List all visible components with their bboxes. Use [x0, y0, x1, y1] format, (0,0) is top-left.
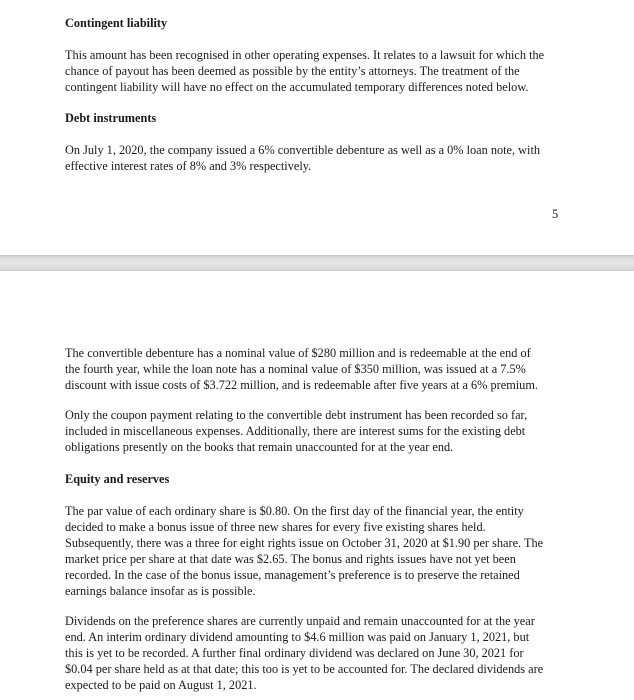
- paragraph-line: Subsequently, there was a three for eight rights issue on October 31, 2020 at $1.90 per share. The: [65, 536, 544, 551]
- debt-instruments-detail-paragraph: [65, 345, 570, 393]
- paragraph-line: obligations presently on the books that remain unaccounted for at the year end.: [65, 440, 454, 455]
- paragraph-line: market price per share at that date was $2.65. The bonus and rights issues have not yet been: [65, 552, 516, 567]
- paragraph-line: The convertible debenture has a nominal value of $280 million and is redeemable at the end of: [65, 346, 531, 360]
- dividends-paragraph: [65, 613, 570, 693]
- paragraph-line: chance of payout has been deemed as possible by the entity’s attorneys. The treatment of the: [65, 64, 520, 79]
- paragraph-line: effective interest rates of 8% and 3% respectively.: [65, 159, 312, 174]
- paragraph-line: This amount has been recognised in other operating expenses. It relates to a lawsuit for which the: [65, 48, 545, 62]
- paragraph-line: contingent liability will have no effect on the accumulated temporary differences noted below.: [65, 80, 529, 95]
- paragraph-line: end. An interim ordinary dividend amounting to $4.6 million was paid on January 1, 2021, but: [65, 630, 530, 645]
- debt-instruments-heading: Debt instruments: [65, 111, 157, 125]
- paragraph-line: $0.04 per share held as at that date; this too is yet to be accounted for. The declared dividends are: [65, 662, 544, 677]
- paragraph-line: recorded. In the case of the bonus issue, management’s preference is to preserve the retained: [65, 568, 520, 583]
- page-separator: [0, 255, 634, 271]
- paragraph-line: On July 1, 2020, the company issued a 6% convertible debenture as well as a 0% loan note, with: [65, 143, 541, 157]
- paragraph-line: earnings balance insofar as is possible.: [65, 584, 256, 599]
- paragraph-line: Dividends on the preference shares are currently unpaid and remain unaccounted for at the year: [65, 614, 535, 628]
- paragraph-line: the fourth year, while the loan note has a nominal value of $350 million, was issued at a 7.5%: [65, 362, 526, 377]
- coupon-payment-paragraph: [65, 407, 570, 455]
- paragraph-line: decided to make a bonus issue of three new shares for every five existing shares held.: [65, 520, 486, 535]
- paragraph-line: discount with issue costs of $3.722 million, and is redeemable after five years at a 6% premium.: [65, 378, 538, 393]
- document-page-upper: [0, 0, 634, 255]
- share-capital-paragraph: [65, 503, 570, 600]
- page-number: 5: [552, 207, 559, 221]
- paragraph-line: expected to be paid on August 1, 2021.: [65, 678, 257, 693]
- debt-instruments-intro-paragraph: [65, 142, 570, 174]
- paragraph-line: included in miscellaneous expenses. Additionally, there are interest sums for the existing debt: [65, 424, 526, 439]
- paragraph-line: Only the coupon payment relating to the convertible debt instrument has been recorded so far,: [65, 408, 528, 422]
- paragraph-line: The par value of each ordinary share is $0.80. On the first day of the financial year, the entity: [65, 504, 524, 518]
- equity-reserves-heading: Equity and reserves: [65, 472, 170, 486]
- contingent-liability-paragraph: [65, 47, 570, 95]
- paragraph-line: this is yet to be recorded. A further final ordinary dividend was declared on June 30, 2021 for: [65, 646, 524, 661]
- contingent-liability-heading: Contingent liability: [65, 16, 168, 30]
